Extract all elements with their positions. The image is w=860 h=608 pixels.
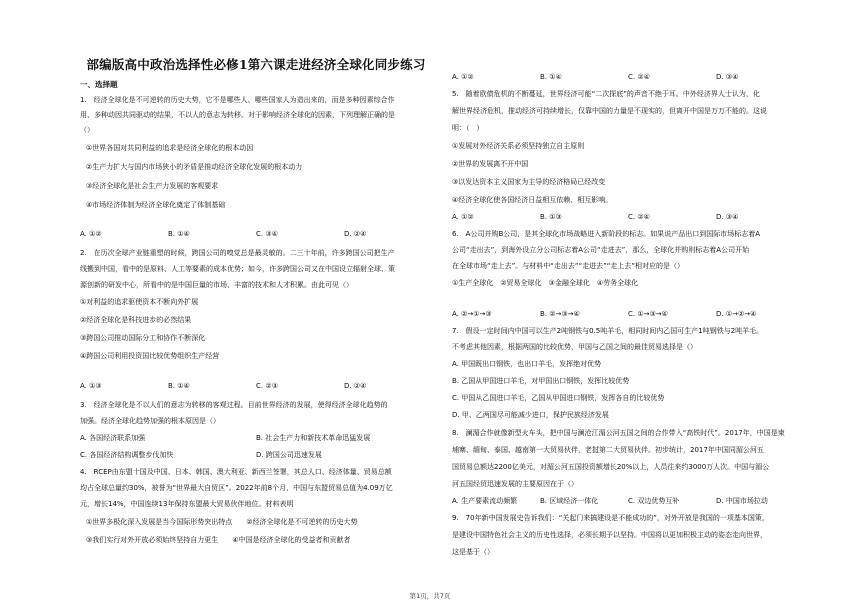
option-d[interactable]: D. ③④: [716, 73, 739, 81]
page-footer: 第1页，共7页: [409, 592, 451, 600]
q6-line: 6. A公司并购B公司，是其全球化市场战略进入新阶段的标志。如果说产品出口到国际市场标志着A: [452, 230, 761, 238]
q5-line: 明：（ ）: [452, 124, 484, 132]
option-a[interactable]: A. ①②: [452, 73, 474, 81]
q1-item: ③经济全球化是社会生产力发展的客观要求: [86, 182, 219, 190]
q5-line: 5. 随着欧债危机的不断蔓延，世界经济可能“二次探底”的声音不绝于耳。中外经济界人士认为，化: [452, 90, 760, 98]
q6-line: 公司“走出去”，到海外设立分公司标志着A公司“走进去”，那么，全球化并购则标志着A公司开始: [452, 246, 750, 254]
option-c[interactable]: C. 双边优势互补: [628, 497, 680, 505]
q4-line: 4. RCEP由东盟十国及中国、日本、韩国、澳大利亚、新西兰签署，其总人口、经济体量、贸易总额: [80, 468, 392, 476]
q8-line: 埔寨、缅甸、泰国、越南第一大贸易伙伴，老挝第二大贸易伙伴。初步统计，2017年中国同湄公河五: [452, 446, 764, 454]
option-b[interactable]: B. 乙国从甲国进口羊毛，对甲国出口钢铁，发挥比较优势: [452, 377, 630, 385]
q4-line: 均占全球总量约30%，被誉为“世界最大自贸区”。2022年前8个月，中国与东盟贸易总值为4.09万亿: [80, 484, 393, 492]
option-b[interactable]: B. 社会生产力和新技术革命迅猛发展: [256, 434, 371, 442]
q1-item: ②生产力扩大与国内市场狭小的矛盾是推动经济全球化发展的根本动力: [86, 163, 303, 171]
option-b[interactable]: B. ①③: [540, 213, 562, 221]
option-b[interactable]: B. ①④: [540, 73, 562, 81]
q5-line: 解世界经济危机，推动经济可持续增长，仅靠中国的力量是不现实的，但离开中国是万万不能的。这说: [452, 107, 767, 115]
option-b[interactable]: B. 区域经济一体化: [540, 497, 599, 505]
option-d[interactable]: D. ③④: [716, 213, 739, 221]
q3-line: 3. 经济全球化是不以人们的意志为转移的客观过程。目前世界经济的发展，使得经济全球化趋势的: [80, 401, 388, 409]
option-d[interactable]: D. 跨国公司迅速发展: [256, 451, 322, 459]
q6-line: 在全球市场“走上去”。与材料中“走出去”“走进去”“走上去”相对应的是（）: [452, 262, 685, 270]
q5-item: ②世界的发展离不开中国: [452, 160, 529, 168]
q1-line: 1. 经济全球化是不可逆转的历史大势，它不是哪些人、哪些国家人为造出来的，而是多种因素综合作: [80, 96, 395, 104]
q1-item: ①世界各国对共同利益的追求是经济全球化的根本动因: [86, 144, 254, 152]
option-a[interactable]: A. 生产要素流动频繁: [452, 497, 518, 505]
option-c[interactable]: C. ②④: [628, 73, 650, 81]
q4-item: ③我们实行对外开放必须始终坚持自力更生 ④中国是经济全球化的受益者和贡献者: [86, 536, 351, 544]
q8-line: 国贸易总额达2200亿美元，对湄公河五国投资额增长20%以上，人员往来约3000万人次。中国与湄公: [452, 463, 770, 471]
option-a[interactable]: A. 甲国既出口钢铁，也出口羊毛，发挥绝对优势: [452, 360, 602, 368]
option-c[interactable]: C. 甲国从乙国进口羊毛，乙国从甲国进口钢铁，发挥各自的比较优势: [452, 394, 665, 402]
option-a[interactable]: A. ②→①→③: [452, 310, 492, 318]
option-c[interactable]: C. ②④: [628, 213, 650, 221]
page-title: 部编版高中政治选择性必修1第六课走进经济全球化同步练习: [86, 57, 426, 72]
q2-item: ①对利益的追求驱使资本不断向外扩展: [80, 298, 199, 306]
q2-item: ④跨国公司利用投资国比较优势组织生产经营: [80, 352, 220, 360]
q5-item: ④经济全球化使各国经济日益相互依赖、相互影响。: [452, 196, 613, 204]
q9-line: 9. 70年新中国发展史告诉我们：“关起门来搞建设是不能成功的”，对外开放是我国的一项基本国策，: [452, 514, 769, 522]
option-c[interactable]: C. 各国经济结构调整步伐加快: [80, 451, 174, 459]
section-heading: 一、选择题: [80, 80, 118, 89]
option-b[interactable]: B. ①④: [168, 382, 190, 390]
option-b[interactable]: B. ①④: [168, 230, 190, 238]
q9-line: 是建设中国特色社会主义的历史性选择，必须长期予以坚持。中国将以更加积极主动的姿态走向世界，: [452, 531, 767, 539]
q2-line: 源创新的研发中心，所看中的是中国巨量的市场、丰富的技术和人才积累。由此可见（）: [80, 281, 353, 289]
option-c[interactable]: C. ③④: [256, 230, 278, 238]
q8-line: 河五国经贸迅速发展的主要原因在于（）: [452, 480, 578, 488]
q6-item: ①生产全球化 ②贸易全球化 ③金融全球化 ④劳务全球化: [452, 279, 639, 287]
option-d[interactable]: D. 中国市场拉动: [716, 497, 768, 505]
q4-line: 元，增长14%，中国连续13年保持东盟最大贸易伙伴地位。材料表明: [80, 500, 294, 508]
q2-line: 线搬到中国，看中的是原料、人工等要素的成本优势；如今，许多跨国公司又在中国设立辐射全球、策: [80, 265, 395, 273]
option-d[interactable]: D. ②④: [344, 230, 367, 238]
q5-item: ③以发达资本主义国家为主导的经济格局已经改变: [452, 178, 606, 186]
q2-item: ②经济全球化是科技进步的必然结果: [80, 316, 192, 324]
option-a[interactable]: A. ①③: [80, 382, 102, 390]
option-d[interactable]: D. ②④: [344, 382, 367, 390]
q2-item: ③跨国公司推动国际分工和协作不断深化: [80, 334, 206, 342]
q8-line: 8. 澜湄合作就像新型火车头，把中国与澜沧江湄公河五国之间的合作带入“高铁时代”。2017年，中国是柬: [452, 429, 785, 437]
q7-line: 不考虑其他因素，根据两国的比较优势，甲国与乙国之间的最佳贸易选择是（）: [452, 343, 697, 351]
option-c[interactable]: C. ②③: [256, 382, 278, 390]
q1-item: ④市场经济体制为经济全球化奠定了体制基础: [86, 201, 226, 209]
option-a[interactable]: A. ①②: [80, 230, 102, 238]
q5-item: ①发展对外经济关系必须坚持独立自主原则: [452, 142, 585, 150]
q3-line: 加强。经济全球化趋势加强的根本原因是（）: [80, 417, 220, 425]
option-d[interactable]: D. ①→②→④: [716, 310, 757, 318]
option-b[interactable]: B. ②→③→④: [540, 310, 580, 318]
q4-item: ①世界多极化深入发展是当今国际形势突出特点 ②经济全球化是不可逆转的历史大势: [86, 518, 358, 526]
option-c[interactable]: C. ①→③→④: [628, 310, 668, 318]
option-a[interactable]: A. 各国经济联系加强: [80, 434, 146, 442]
q7-line: 7. 假设一定时间内中国可以生产2吨钢铁与0.5吨羊毛，相同时间内乙国可生产1吨钢铁与2吨羊毛。: [452, 327, 764, 335]
q1-line: 用、多种动因共同驱动的结果，不以人的意志为转移。对于影响经济全球化的因素，下列理解正确的是: [80, 111, 395, 119]
q1-line: （）: [80, 126, 94, 134]
q2-line: 2. 在历次全球产业链重塑的时候，跨国公司的嗅觉总是最灵敏的。二三十年前，许多跨国公司把生产: [80, 249, 395, 257]
option-d[interactable]: D. 甲、乙两国尽可能减少进口，保护民族经济发展: [452, 411, 609, 419]
q9-line: 这是基于（）: [452, 548, 494, 556]
option-a[interactable]: A. ①②: [452, 213, 474, 221]
